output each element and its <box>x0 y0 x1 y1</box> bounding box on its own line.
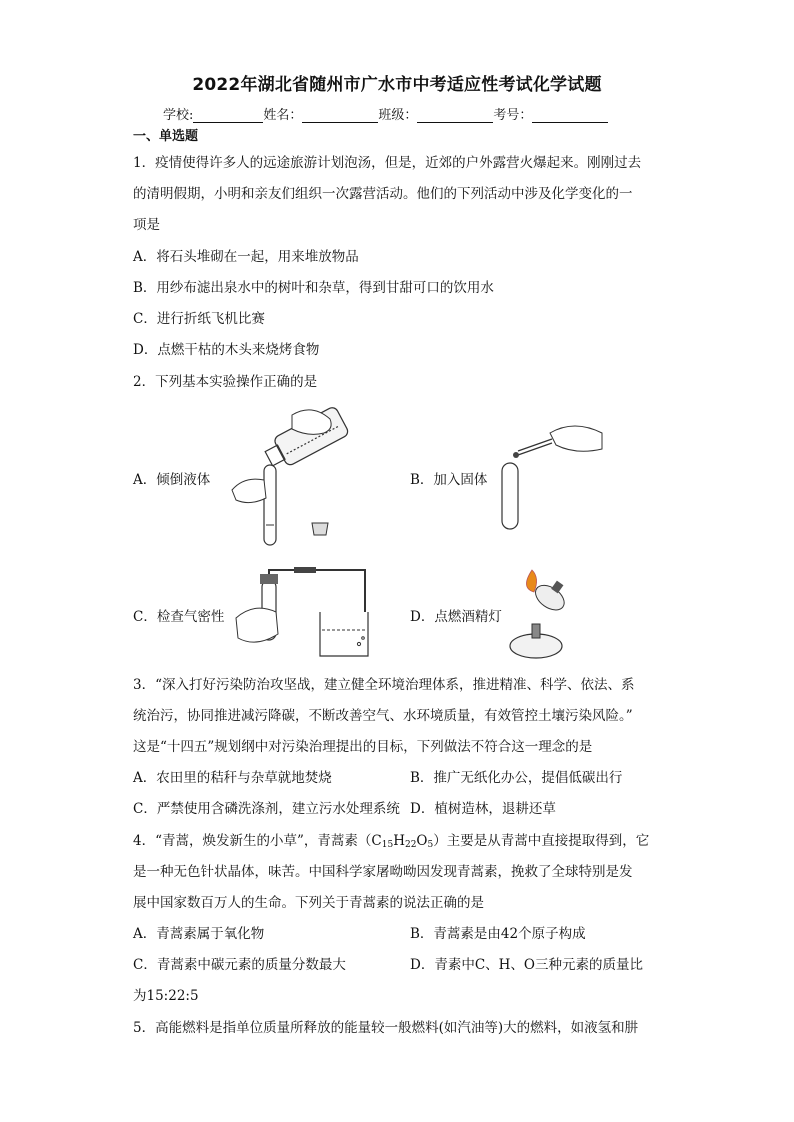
q1-line2: 的清明假期，小明和亲友们组织一次露营活动。他们的下列活动中涉及化学变化的一 <box>133 186 633 202</box>
q2-option-c[interactable]: C．检查气密性 <box>133 609 225 625</box>
class-label: 班级： <box>378 108 418 123</box>
q1-option-d[interactable]: D．点燃干枯的木头来烧烤食物 <box>133 342 320 358</box>
class-blank[interactable] <box>417 110 493 123</box>
name-label: 姓名： <box>263 108 303 123</box>
q2-stem: 2．下列基本实验操作正确的是 <box>133 374 318 390</box>
section-heading: 一、单选题 <box>133 129 199 144</box>
q4-line1: 4．“青蒿，焕发新生的小草”，青蒿素$(C_{15}H_{22}O_5)$主要是从青蒿中直接提取得到，它 <box>133 833 650 850</box>
q3-line2: 统治污，协同推进减污降碳，不断改善空气、水环境质量，有效管控土壤污染风险。” <box>133 708 633 724</box>
q1-option-a[interactable]: A．将石头堆砌在一起，用来堆放物品 <box>133 249 359 265</box>
q3-option-d[interactable]: D．植树造林，退耕还草 <box>410 801 556 817</box>
q3-option-b[interactable]: B．推广无纸化办公，提倡低碳出行 <box>410 770 623 786</box>
q1-option-c[interactable]: C．进行折纸飞机比赛 <box>133 311 265 327</box>
school-blank[interactable] <box>193 110 263 123</box>
number-label: 考号： <box>493 108 533 123</box>
school-label: 学校: <box>163 108 194 123</box>
q3-option-c[interactable]: C．严禁使用含磷洗涤剂，建立污水处理系统 <box>133 801 400 817</box>
q5-line1: 5．高能燃料是指单位质量所释放的能量较一般燃料(如汽油等)大的燃料，如液氢和肼 <box>133 1020 639 1036</box>
q2-option-a[interactable]: A．倾倒液体 <box>133 472 211 488</box>
q1-option-b[interactable]: B．用纱布滤出泉水中的树叶和杂草，得到甘甜可口的饮用水 <box>133 280 494 296</box>
q3-line3: 这是“十四五”规划纲中对污染治理提出的目标，下列做法不符合这一理念的是 <box>133 739 593 755</box>
q4-option-d-continued: 为15:22:5 <box>133 988 199 1004</box>
q1-line1: 1．疫情使得许多人的远途旅游计划泡汤，但是，近郊的户外露营火爆起来。刚刚过去 <box>133 155 642 171</box>
q4-option-c[interactable]: C．青蒿素中碳元素的质量分数最大 <box>133 957 346 973</box>
lighting-alcohol-lamp-illustration <box>496 566 596 666</box>
page-title: 2022年湖北省随州市广水市中考适应性考试化学试题 <box>192 75 602 95</box>
pouring-liquid-illustration <box>222 405 372 555</box>
adding-solid-illustration <box>490 415 610 535</box>
q4-option-d[interactable]: D．青素中C、H、O三种元素的质量比 <box>410 957 643 973</box>
q1-line3: 项是 <box>133 217 160 233</box>
q2-option-d[interactable]: D．点燃酒精灯 <box>410 609 502 625</box>
name-blank[interactable] <box>302 110 378 123</box>
q4-option-a[interactable]: A．青蒿素属于氧化物 <box>133 926 265 942</box>
q2-option-b[interactable]: B．加入固体 <box>410 472 488 488</box>
q4-option-b[interactable]: B．青蒿素是由42个原子构成 <box>410 926 586 942</box>
student-info <box>163 104 608 123</box>
q3-option-a[interactable]: A．农田里的秸秆与杂草就地焚烧 <box>133 770 332 786</box>
number-blank[interactable] <box>532 110 608 123</box>
q4-line2: 是一种无色针状晶体，味苦。中国科学家屠呦呦因发现青蒿素，挽救了全球特别是发 <box>133 864 633 880</box>
airtightness-check-illustration <box>232 568 372 663</box>
q3-line1: 3．“深入打好污染防治攻坚战，建立健全环境治理体系，推进精准、科学、依法、系 <box>133 677 635 693</box>
q4-line3: 展中国家数百万人的生命。下列关于青蒿素的说法正确的是 <box>133 895 484 911</box>
